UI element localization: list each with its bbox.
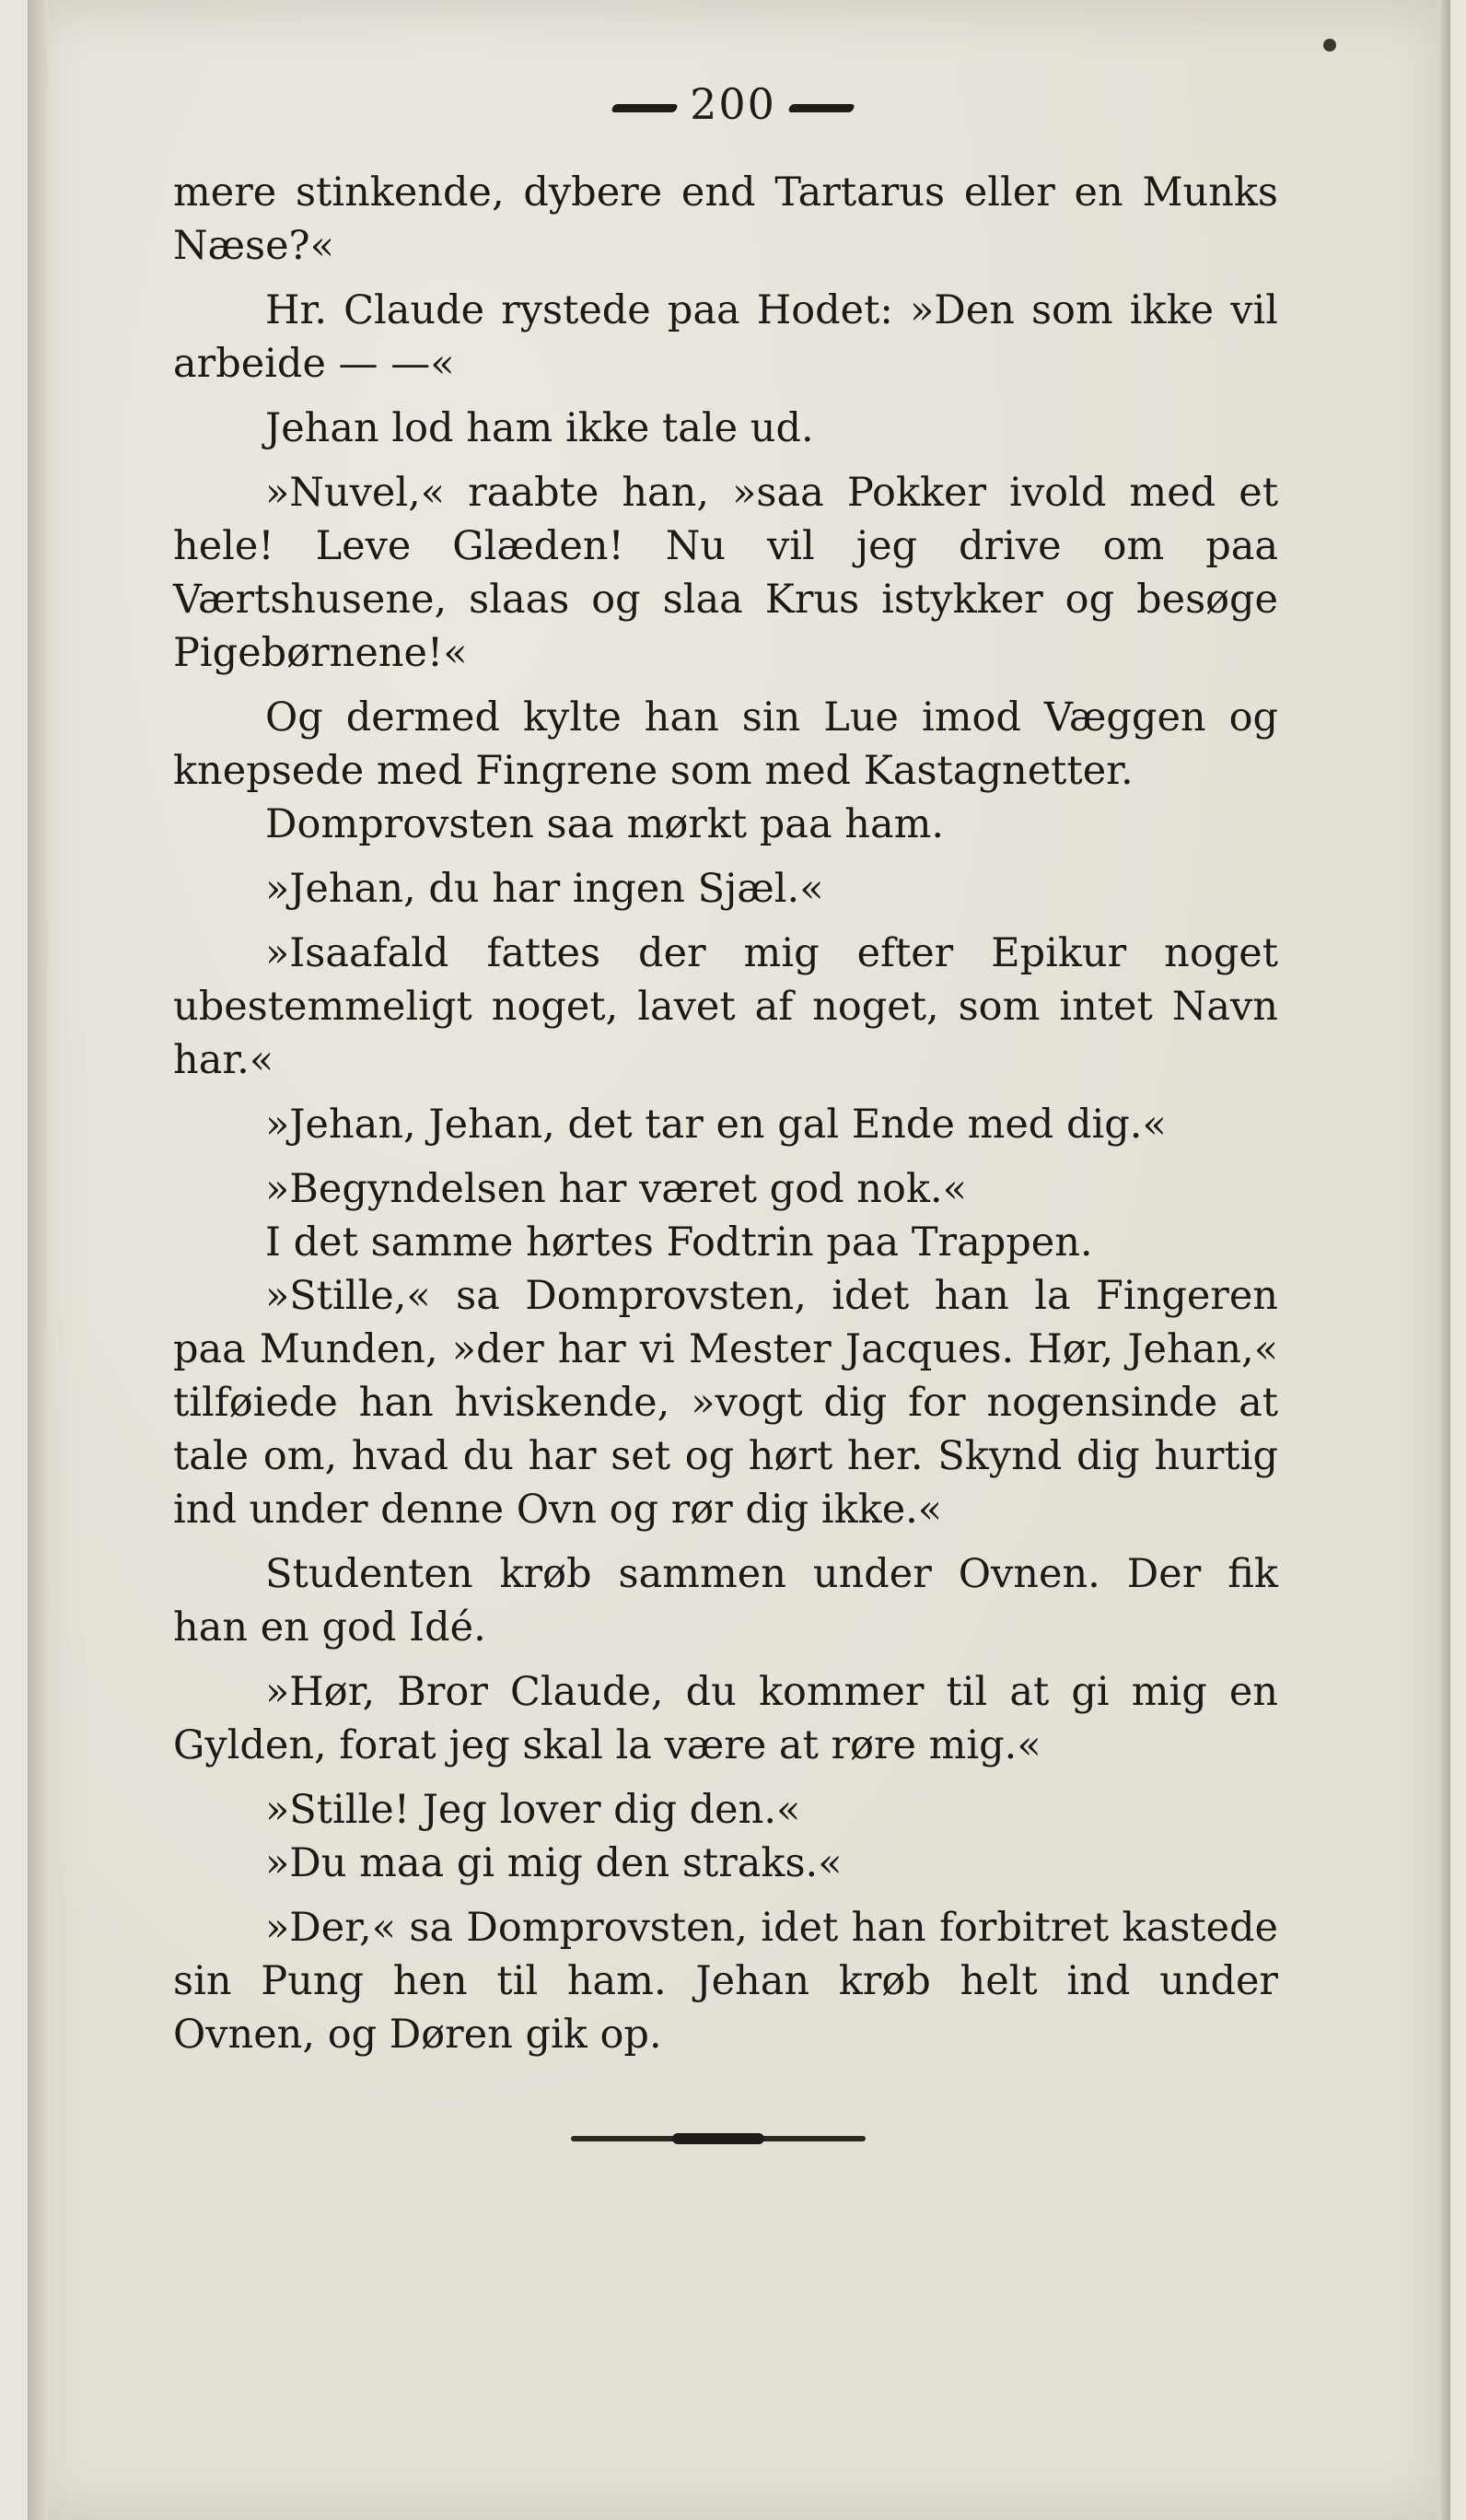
paragraph: »Der,« sa Domprovsten, idet han forbitret kastede sin Pung hen til ham. Jehan krøb helt ind under Ovnen, og Døren gik op. [173, 1905, 1278, 2058]
paragraph: »Stille,« sa Domprovsten, idet han la Fingeren paa Munden, »der har vi Mester Jacques. Hør, Jehan,« tilføiede han hviskende, »vogt dig for nogensinde at tale om, hvad du har set og hørt her. Skynd dig hurtig ind under denne Ovn og rør dig ikke.« [173, 1273, 1278, 1533]
paragraph: »Nuvel,« raabte han, »saa Pokker ivold med et hele! Leve Glæden! Nu vil jeg drive om paa Værtshusene, slaas og slaa Krus istykker og besøge Pigebørnene!« [173, 470, 1278, 676]
page-edge-left [28, 0, 48, 2520]
paragraph: Hr. Claude rystede paa Hodet: »Den som ikke vil arbeide — —« [173, 287, 1278, 387]
paragraph: Jehan lod ham ikke tale ud. [265, 405, 814, 451]
header-dash-right [787, 104, 855, 112]
paragraph: »Du maa gi mig den straks.« [265, 1840, 843, 1886]
paragraph: »Isaafald fattes der mig efter Epikur noget ubestemmeligt noget, lavet af noget, som intet Navn har.« [173, 930, 1278, 1083]
page-header [0, 79, 1466, 129]
end-ornament [571, 2133, 866, 2144]
ornament-knot [672, 2133, 764, 2144]
paragraph: »Stille! Jeg lover dig den.« [265, 1787, 801, 1833]
paragraph: Domprovsten saa mørkt paa ham. [265, 801, 945, 847]
page-number: 200 [690, 79, 776, 129]
paragraph: »Begyndelsen har været god nok.« [265, 1166, 967, 1212]
paragraph: »Hør, Bror Claude, du kommer til at gi mig en Gylden, forat jeg skal la være at røre mig.« [173, 1669, 1278, 1768]
header-dash-left [611, 104, 678, 112]
paragraph: Studenten krøb sammen under Ovnen. Der fik han en god Idé. [173, 1551, 1278, 1651]
paragraph: Og dermed kylte han sin Lue imod Væggen og knepsede med Fingrene som med Kastagnetter. [173, 694, 1278, 794]
paragraph: »Jehan, du har ingen Sjæl.« [265, 866, 824, 912]
body-text [173, 166, 1278, 2061]
paragraph: »Jehan, Jehan, det tar en gal Ende med dig.« [265, 1102, 1167, 1148]
page-edge-right [1437, 0, 1450, 2520]
paragraph: I det samme hørtes Fodtrin paa Trappen. [265, 1219, 1093, 1266]
paragraph: mere stinkende, dybere end Tartarus eller en Munks Næse?« [173, 169, 1278, 269]
ink-speck [1323, 39, 1336, 52]
